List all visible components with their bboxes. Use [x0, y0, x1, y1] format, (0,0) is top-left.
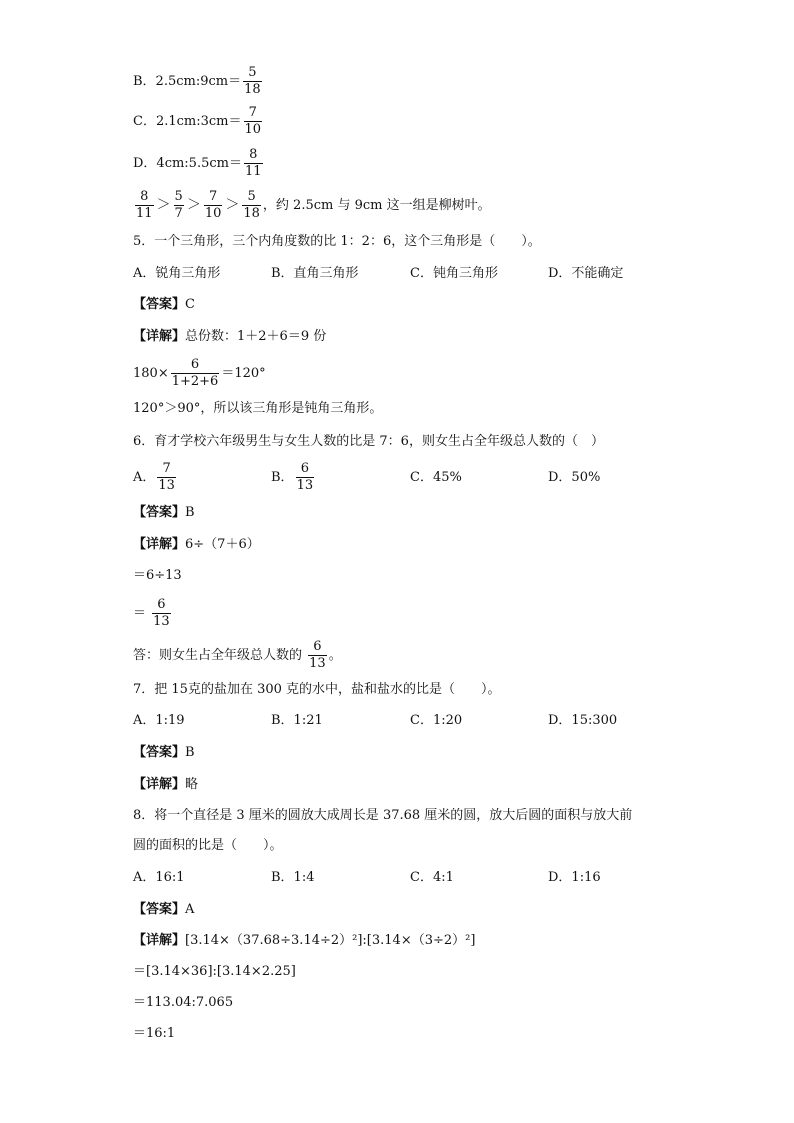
q5-option-a: A．锐角三角形	[133, 266, 221, 281]
q8-step2: ＝113.04:7.065	[133, 995, 234, 1010]
q7-option-c: C．1:20	[410, 713, 463, 728]
fraction: $\frac{8}{11}$	[244, 147, 262, 179]
q8-option-a: A．16:1	[133, 870, 185, 885]
q6-option-c: C．45%	[410, 470, 462, 485]
q5-conclusion: 120°＞90°，所以该三角形是钝角三角形。	[133, 401, 383, 416]
fraction: $\frac{5}{18}$	[243, 189, 260, 221]
q5-calculation: 180× $\frac{6}{1+2+6}$ ＝120°	[133, 357, 266, 389]
q4-option-c: C．2.1cm:3cm＝ $\frac{7}{10}$	[133, 105, 262, 137]
fraction: $\frac{6}{13}$	[153, 597, 170, 629]
q7-question: 7．把 15克的盐加在 300 克的水中，盐和盐水的比是（ ）。	[133, 682, 501, 697]
q4-option-b: B．2.5cm:9cm＝ $\frac{5}{18}$	[133, 65, 261, 97]
q8-answer: 【答案】A	[133, 902, 195, 917]
q7-option-b: B．1:21	[271, 713, 323, 728]
q4-comparison: $\frac{8}{11}$ ＞ $\frac{5}{7}$ ＞ $\frac{7}{10}$ ＞ $\frac{5}{18}$ ，约 2.5cm 与 9cm 这一组是柳树叶。	[136, 189, 491, 221]
q6-options	[0, 462, 794, 496]
fraction: $\frac{5}{18}$	[244, 65, 261, 97]
fraction: $\frac{7}{10}$	[204, 189, 222, 221]
q7-option-a: A．1:19	[133, 713, 185, 728]
q6-answer: 【答案】B	[133, 505, 195, 520]
fraction: $\frac{6}{1+2+6}$	[171, 357, 219, 389]
q5-answer: 【答案】C	[133, 297, 195, 312]
q8-question-line2: 圆的面积的比是（ ）。	[133, 838, 283, 853]
q8-step1: ＝[3.14×36]:[3.14×2.25]	[133, 964, 296, 979]
q6-step2: ＝ $\frac{6}{13}$	[133, 597, 170, 629]
fraction: $\frac{5}{7}$	[174, 189, 183, 221]
q8-step3: ＝16:1	[133, 1026, 176, 1041]
fraction: $\frac{7}{10}$	[244, 105, 262, 137]
q6-step1: ＝6÷13	[133, 568, 182, 583]
q8-option-d: D．1:16	[548, 870, 601, 885]
q5-option-c: C．钝角三角形	[410, 266, 498, 281]
fraction: $\frac{6}{13}$	[309, 639, 326, 671]
q6-option-a: A． $\frac{7}{13}$	[133, 461, 175, 493]
q5-question: 5．一个三角形，三个内角度数的比 1：2：6，这个三角形是（ ）。	[133, 234, 541, 249]
q5-option-b: B．直角三角形	[271, 266, 359, 281]
q5-detail: 【详解】总份数：1＋2＋6＝9 份	[133, 329, 327, 344]
q8-detail: 【详解】[3.14×（37.68÷3.14÷2）²]:[3.14×（3÷2）²]	[133, 933, 476, 948]
q7-detail: 【详解】略	[133, 777, 199, 792]
q5-option-d: D．不能确定	[548, 266, 624, 281]
q8-option-c: C．4:1	[410, 870, 454, 885]
q8-option-b: B．1:4	[271, 870, 315, 885]
q6-option-d: D．50%	[548, 470, 601, 485]
fraction: $\frac{8}{11}$	[136, 189, 153, 221]
q6-option-b: B． $\frac{6}{13}$	[271, 461, 314, 493]
q8-question-line1: 8．将一个直径是 3 厘米的圆放大成周长是 37.68 厘米的圆，放大后圆的面积与放大前	[133, 808, 633, 823]
q7-option-d: D．15:300	[548, 713, 618, 728]
q6-reply: 答：则女生占全年级总人数的 $\frac{6}{13}$ 。	[133, 639, 342, 671]
q6-detail: 【详解】6÷（7＋6）	[133, 537, 260, 552]
q7-answer: 【答案】B	[133, 745, 195, 760]
q6-question: 6．育才学校六年级男生与女生人数的比是 7：6，则女生占全年级总人数的（ ）	[133, 434, 604, 449]
q4-option-d: D．4cm:5.5cm＝ $\frac{8}{11}$	[133, 147, 262, 179]
